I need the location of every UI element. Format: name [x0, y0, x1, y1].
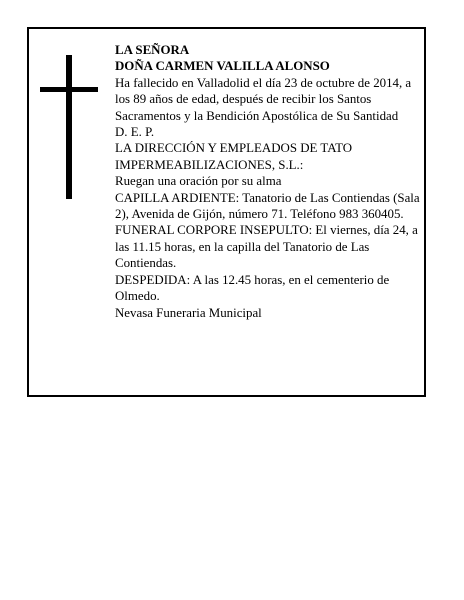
rip-line: D. E. P.	[115, 125, 155, 140]
cross-icon	[40, 55, 98, 199]
deceased-name: DOÑA CARMEN VALILLA ALONSO	[115, 59, 330, 74]
funeral-info: FUNERAL CORPORE INSEPULTO: El viernes, día 24, a las 11.15 horas, en la capilla del Tanatorio de Las Contiendas.	[115, 223, 418, 271]
notice-text	[115, 42, 420, 321]
funeral-home: Nevasa Funeraria Municipal	[115, 305, 262, 320]
notice-title: LA SEÑORA	[115, 43, 190, 57]
cross-vertical-bar	[66, 55, 72, 199]
obituary-notice	[27, 27, 426, 397]
company-line: LA DIRECCIÓN Y EMPLEADOS DE TATO IMPERMEABILIZACIONES, S.L.:	[115, 141, 353, 172]
prayer-request: Ruegan una oración por su alma	[115, 174, 282, 189]
farewell-info: DESPEDIDA: A las 12.45 horas, en el cementerio de Olmedo.	[115, 272, 390, 304]
death-announcement: Ha fallecido en Valladolid el día 23 de octubre de 2014, a los 89 años de edad, después de recibir los Santos Sacramentos y la Bendición Apostólica de Su Santidad	[115, 75, 412, 123]
cross-horizontal-bar	[40, 87, 98, 92]
chapel-info: CAPILLA ARDIENTE: Tanatorio de Las Contiendas (Sala 2), Avenida de Gijón, número 71. Teléfono 983 360405.	[115, 190, 420, 222]
